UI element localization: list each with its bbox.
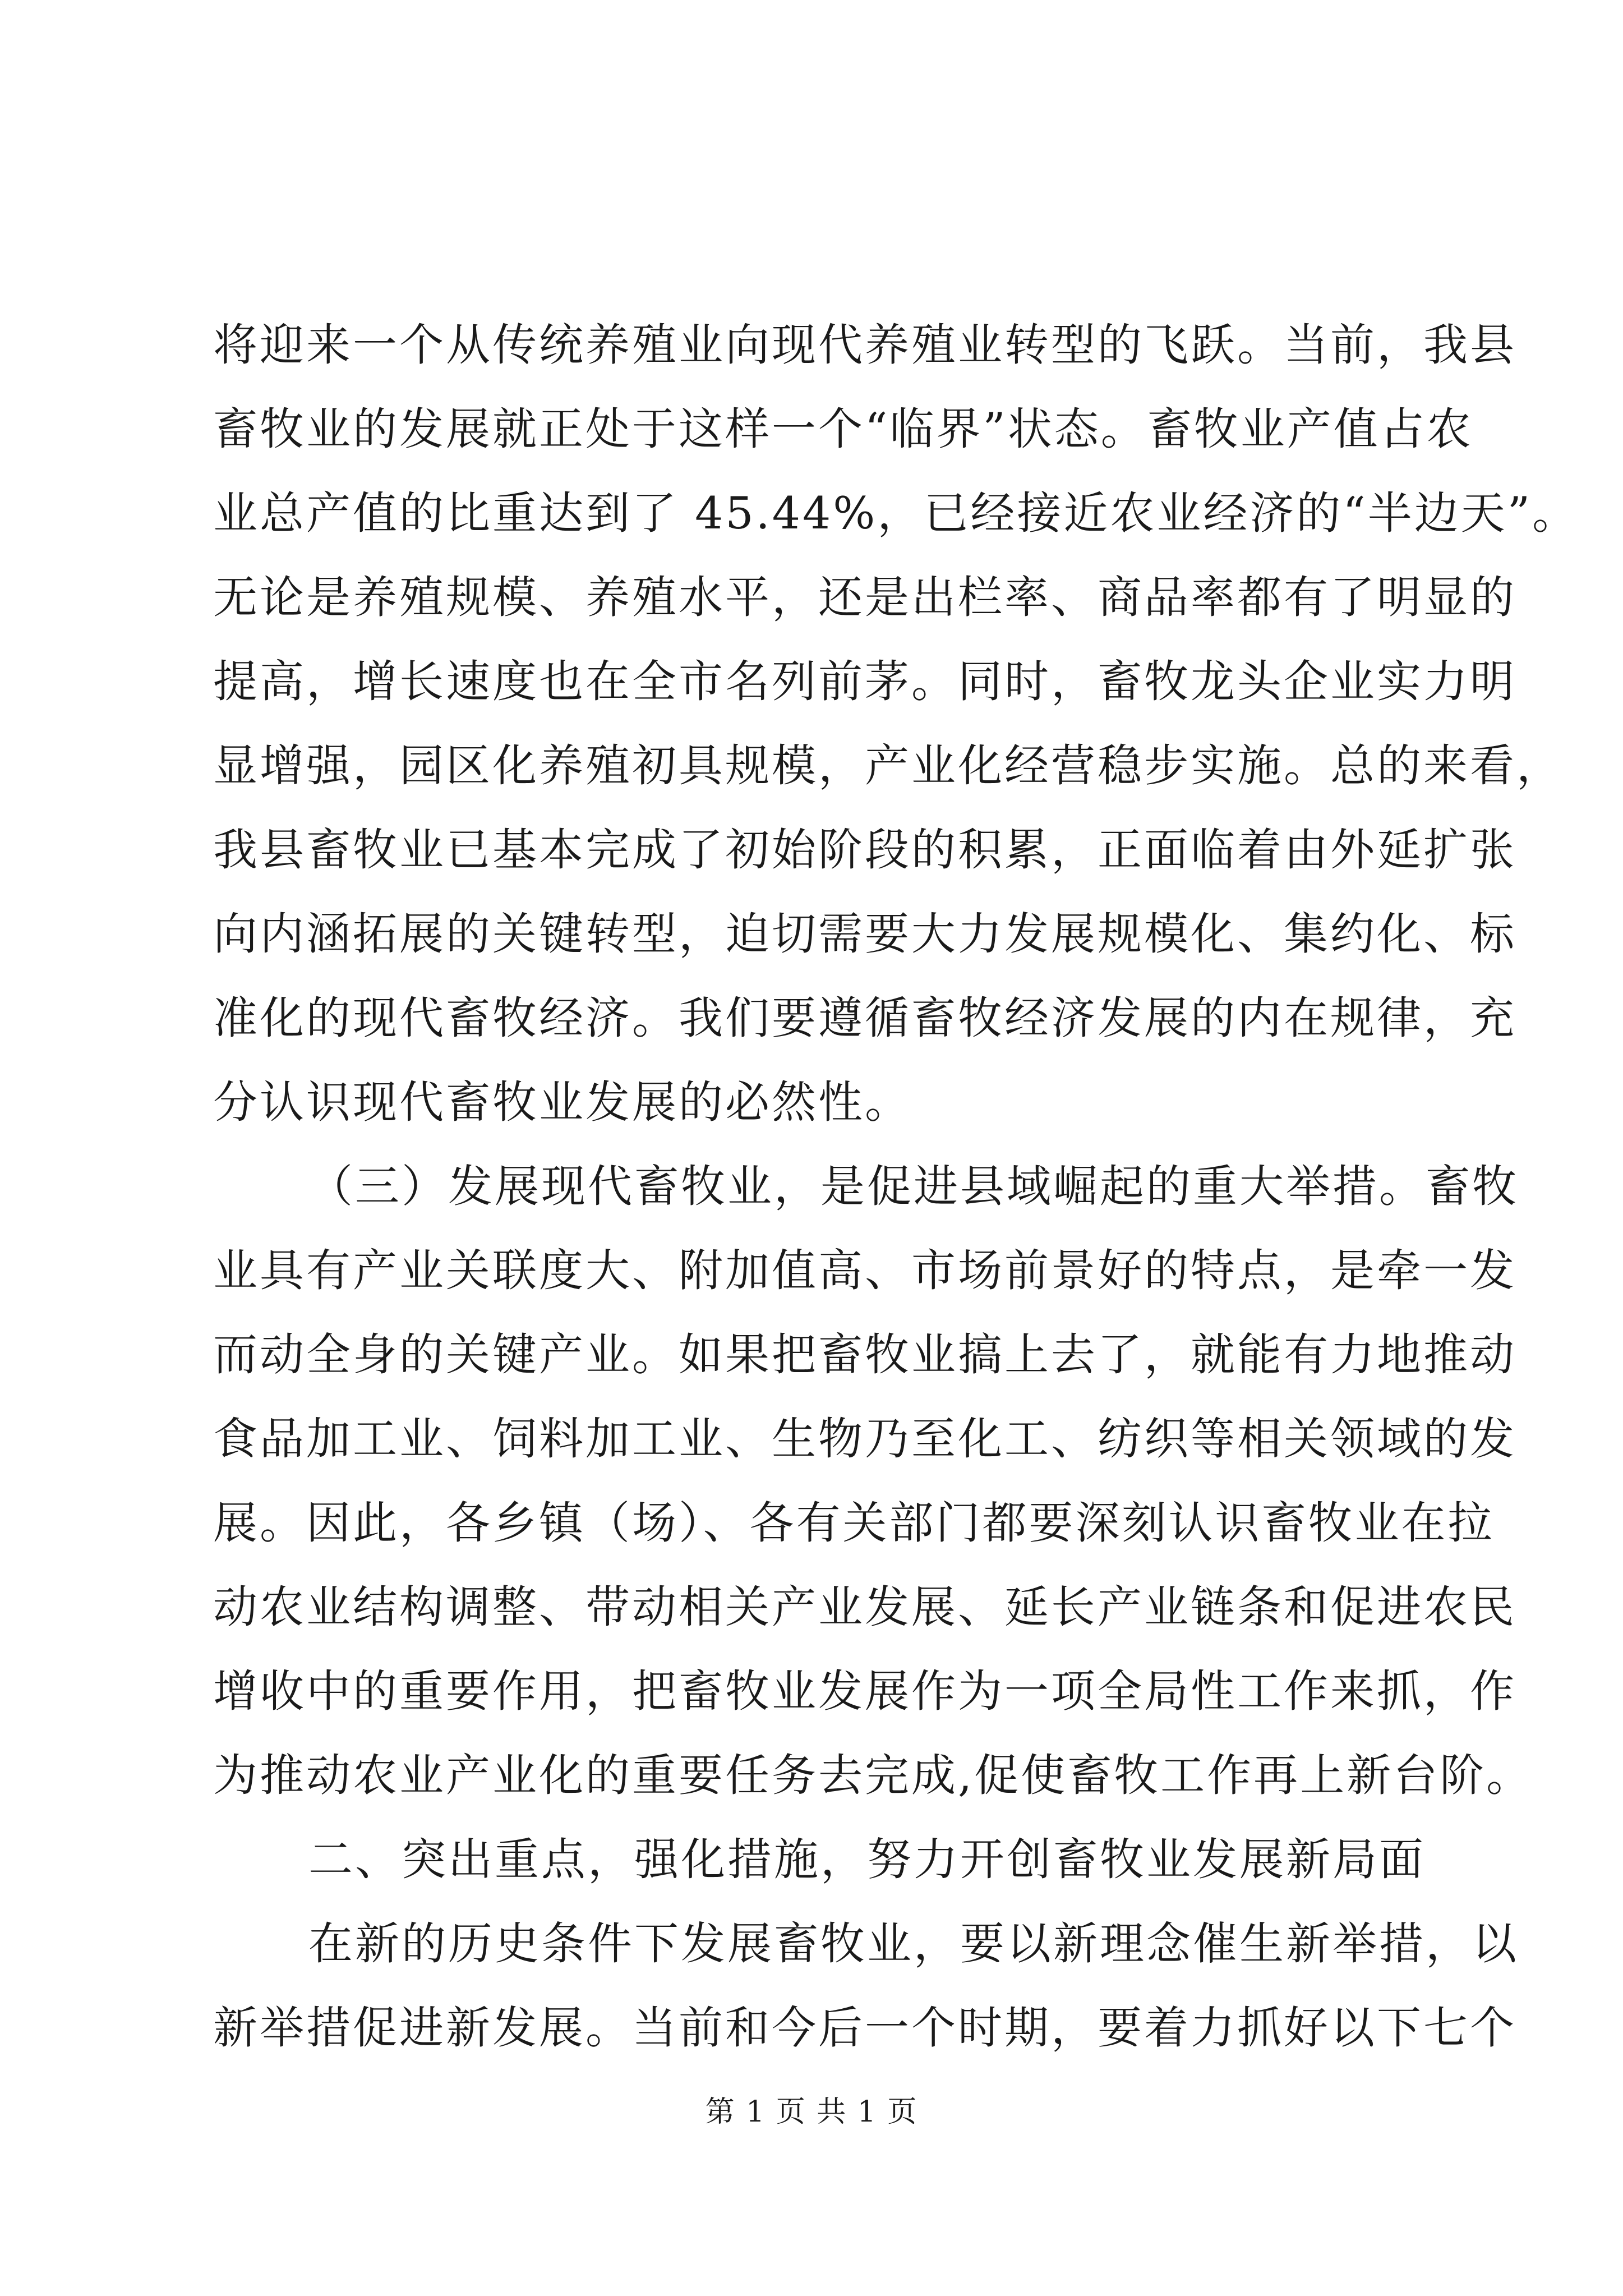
text-line: 增收中的重要作用，把畜牧业发展作为一项全局性工作来抓，作 <box>213 1665 1516 1717</box>
text-line: 准化的现代畜牧经济。我们要遵循畜牧经济发展的内在规律，充 <box>213 992 1516 1044</box>
text-line: 我县畜牧业已基本完成了初始阶段的积累，正面临着由外延扩张 <box>213 824 1516 876</box>
page-footer: 第 1 页 共 1 页 <box>705 2095 918 2129</box>
section-heading: 二、突出重点，强化措施，努力开创畜牧业发展新局面 <box>308 1834 1426 1885</box>
text-line: 业具有产业关联度大、附加值高、市场前景好的特点，是牵一发 <box>213 1245 1516 1296</box>
text-line: 提高，增长速度也在全市名列前茅。同时，畜牧龙头企业实力明 <box>213 656 1516 707</box>
text-line: 新举措促进新发展。当前和今后一个时期，要着力抓好以下七个 <box>213 2002 1516 2054</box>
text-line: 分认识现代畜牧业发展的必然性。 <box>213 1076 911 1128</box>
text-line: 无论是养殖规模、养殖水平，还是出栏率、商品率都有了明显的 <box>213 572 1516 623</box>
text-line: 向内涵拓展的关键转型，迫切需要大力发展规模化、集约化、标 <box>213 908 1516 960</box>
paragraph-heading-3: （三）发展现代畜牧业，是促进县域崛起的重大举措。畜牧 <box>308 1161 1519 1212</box>
text-line: 在新的历史条件下发展畜牧业，要以新理念催生新举措，以 <box>308 1918 1519 1970</box>
text-line: 显增强，园区化养殖初具规模，产业化经营稳步实施。总的来看， <box>213 740 1563 792</box>
text-line: 食品加工业、饲料加工业、生物乃至化工、纺织等相关领域的发 <box>213 1413 1516 1465</box>
text-line: 展。因此，各乡镇（场）、各有关部门都要深刻认识畜牧业在拉 <box>213 1497 1495 1549</box>
body-text <box>213 303 1579 2070</box>
text-line: 业总产值的比重达到了 45.44%，已经接近农业经济的“半边天”。 <box>213 487 1579 539</box>
text-line: 动农业结构调整、带动相关产业发展、延长产业链条和促进农民 <box>213 1581 1516 1633</box>
text-line: 为推动农业产业化的重要任务去完成,促使畜牧工作再上新台阶。 <box>213 1750 1533 1801</box>
text-line: 畜牧业的发展就正处于这样一个“临界”状态。畜牧业产值占农 <box>213 403 1473 455</box>
text-line: 而动全身的关键产业。如果把畜牧业搞上去了，就能有力地推动 <box>213 1329 1516 1381</box>
text-line: 将迎来一个从传统养殖业向现代养殖业转型的飞跃。当前，我县 <box>213 319 1516 371</box>
